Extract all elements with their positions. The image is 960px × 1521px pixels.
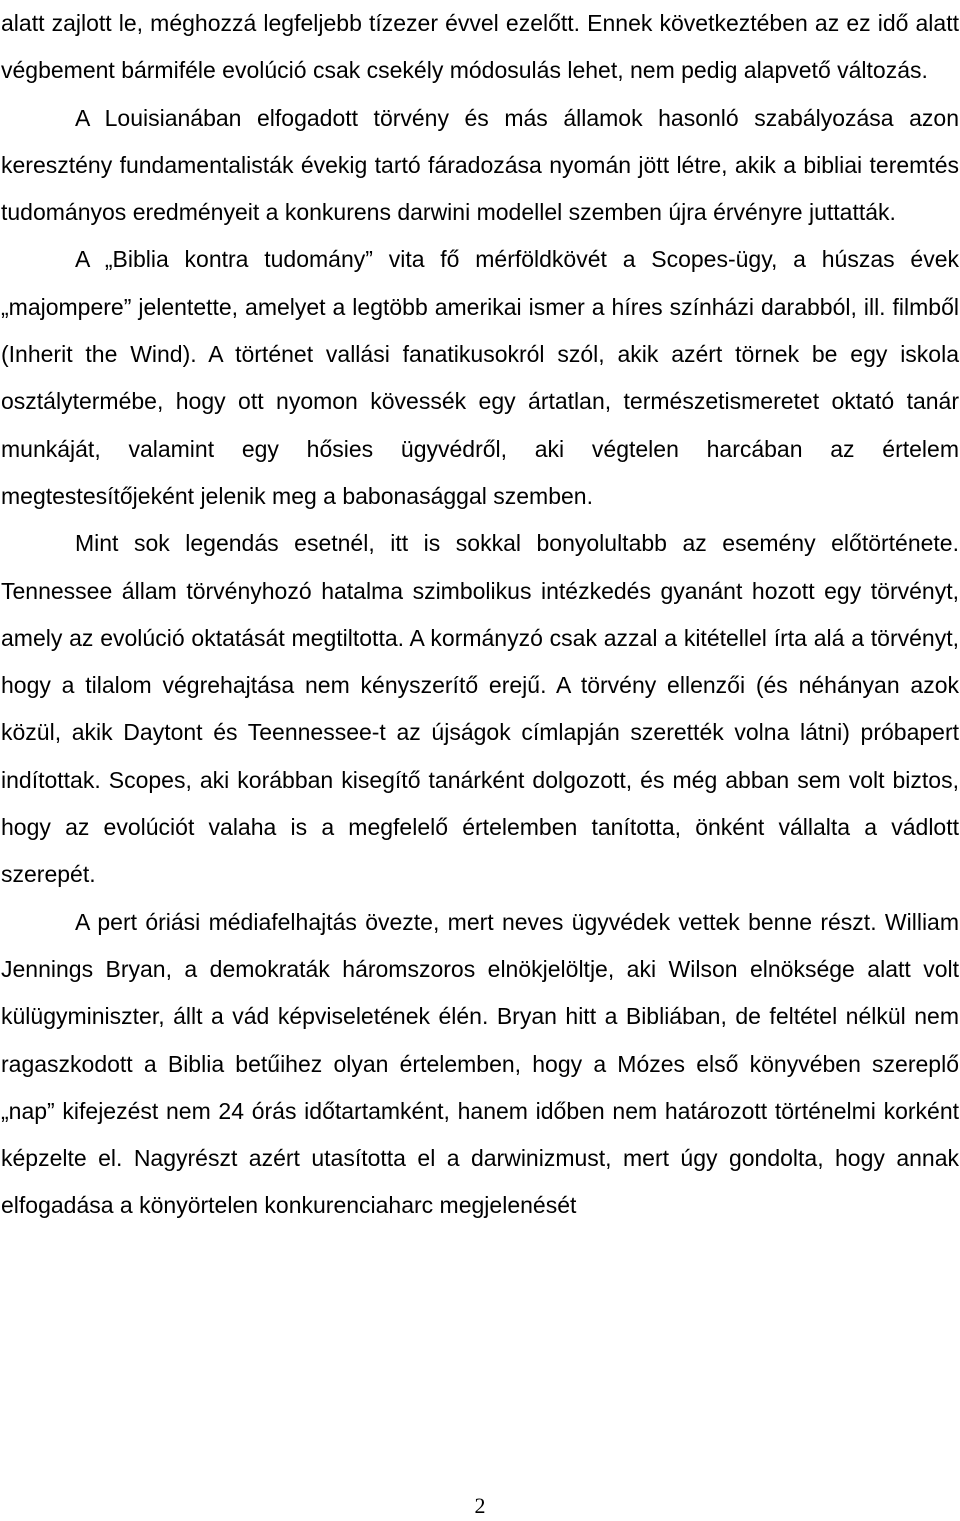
page-number: 2 <box>474 1493 486 1518</box>
body-text <box>1 0 959 1230</box>
paragraph-louisiana-law: A Louisianában elfogadott törvény és más államok hasonló szabályozása azon keresztény fundamentalisták évekig tartó fáradozása nyomán jött létre, akik a bibliai teremtés tudományos eredményeit a konkurens darwini modellel szemben újra érvényre juttatták. <box>1 104 959 226</box>
paragraph-prehistory: Mint sok legendás esetnél, itt is sokkal bonyolultabb az esemény előtörténete. Tennessee állam törvényhozó hatalma szimbolikus intézkedés gyanánt hozott egy törvényt, amely az evolúció oktatását megtiltotta. A kormányzó csak azzal a kitétellel írta alá a törvényt, hogy a tilalom végrehajtása nem kényszerítő erejű. A törvény ellenzői (és néhányan azok közül, akik Daytont és Teennessee-t az újságok címlapján szerették volna látni) próbapert indítottak. Scopes, aki korábban kisegítő tanárként dolgozott, és még abban sem volt biztos, hogy az evolúciót valaha is a megfelelő értelemben tanította, önként vállalta a vádlott szerepét. <box>1 530 959 888</box>
paragraph-scopes-trial: A „Biblia kontra tudomány” vita fő mérföldkövét a Scopes-ügy, a húszas évek „majompere” jelentette, amelyet a legtöbb amerikai ismer a híres színházi darabból, ill. filmből (Inherit the Wind). A történet vallási fanatikusokról szól, akik azért törnek be egy iskola osztálytermébe, hogy ott nyomon kövessék egy ártatlan, természetismeretet oktató tanár munkáját, valamint egy hősies ügyvédről, aki végtelen harcában az értelem megtestesítőjeként jelenik meg a babonasággal szemben. <box>1 246 959 509</box>
paragraph-continuation: alatt zajlott le, méghozzá legfeljebb tízezer évvel ezelőtt. Ennek következtében az ez idő alatt végbement bármiféle evolúció csak csekély módosulás lehet, nem pedig alapvető változás. <box>1 10 959 84</box>
paragraph-media-frenzy: A pert óriási médiafelhajtás övezte, mert neves ügyvédek vettek benne részt. William Jennings Bryan, a demokraták háromszoros elnökjelöltje, aki Wilson elnöksége alatt volt külügyminiszter, állt a vád képviseletének élén. Bryan hitt a Bibliában, de feltétel nélkül nem ragaszkodott a Biblia betűihez olyan értelemben, hogy a Mózes első könyvében szereplő „nap” kifejezést nem 24 órás időtartamként, hanem időben nem határozott történelmi korként képzelte el. Nagyrészt azért utasította el a darwinizmust, mert úgy gondolta, hogy annak elfogadása a könyörtelen konkurenciaharc megjelenését <box>1 908 959 1219</box>
